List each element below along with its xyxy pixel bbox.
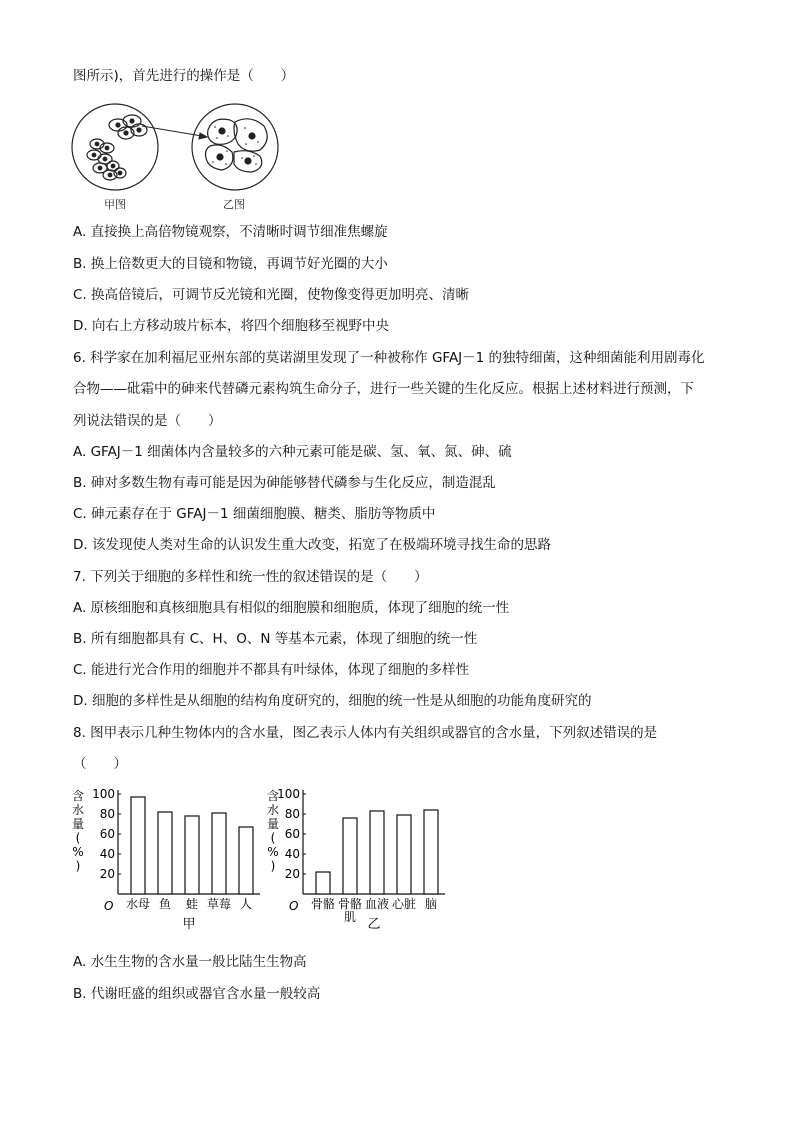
y-axis-label-char: ) — [270, 859, 276, 873]
y-tick-label: 20 — [99, 867, 115, 881]
q5-option-c: C. 换高倍镜后，可调节反光镜和光圈，使物像变得更加明亮、清晰 — [73, 287, 470, 303]
y-axis-label — [267, 789, 279, 873]
x-tick-label: 肌 — [343, 910, 357, 924]
bar — [424, 810, 438, 894]
y-axis-label-char: ( — [75, 831, 81, 845]
q8-stem-line-2: （ ） — [73, 756, 127, 772]
q6-option-a: A. GFAJ－1 细菌体内含量较多的六种元素可能是碳、氢、氧、氮、砷、硫 — [73, 444, 512, 460]
x-tick-label: 人 — [239, 897, 253, 911]
y-axis-label-char: ) — [75, 859, 81, 873]
q8-stem-line-1: 8. 图甲表示几种生物体内的含水量，图乙表示人体内有关组织或器官的含水量，下列叙述错误的是 — [73, 725, 658, 741]
bar — [343, 818, 357, 894]
x-tick-label: 骨骼 — [337, 897, 363, 911]
microscope-field-figure — [70, 100, 290, 215]
y-tick-label: 100 — [277, 787, 300, 801]
chart-yi — [255, 782, 455, 942]
q5-option-b: B. 换上倍数更大的目镜和物镜，再调节好光圈的大小 — [73, 256, 388, 272]
arrow-icon — [142, 126, 207, 139]
y-axis-label-char: 水 — [71, 803, 85, 817]
q5-option-d: D. 向右上方移动玻片标本，将四个细胞移至视野中央 — [73, 318, 389, 334]
figure-caption-right: 乙图 — [223, 198, 245, 211]
y-axis-label-char: 含 — [266, 789, 280, 803]
bar — [239, 827, 253, 894]
q8-option-b: B. 代谢旺盛的组织或器官含水量一般较高 — [73, 986, 321, 1002]
y-axis-label-char: 含 — [71, 789, 85, 803]
q6-stem-line-2: 合物——砒霜中的砷来代替磷元素构筑生命分子，进行一些关键的生化反应。根据上述材料进行预测，下 — [73, 381, 694, 397]
origin-label: O — [289, 899, 299, 913]
y-tick-label: 100 — [92, 787, 115, 801]
y-axis-label-char: % — [72, 845, 84, 859]
y-axis-label — [72, 789, 84, 873]
q6-option-d: D. 该发现使人类对生命的认识发生重大改变，拓宽了在极端环境寻找生命的思路 — [73, 537, 551, 553]
origin-label: O — [104, 899, 114, 913]
y-tick-label: 80 — [99, 807, 115, 821]
chart-title: 甲 — [182, 917, 196, 932]
bar — [185, 816, 199, 894]
q6-option-b: B. 砷对多数生物有毒可能是因为砷能够替代磷参与生化反应，制造混乱 — [73, 475, 496, 491]
field-of-view-left — [72, 104, 158, 190]
y-tick-label: 40 — [284, 847, 300, 861]
bar — [158, 812, 172, 894]
y-tick-label: 60 — [284, 827, 300, 841]
y-axis-label-char: 量 — [266, 817, 280, 831]
x-tick-label: 骨骼 — [310, 897, 336, 911]
chart-title: 乙 — [367, 917, 381, 932]
figure-caption-left: 甲图 — [104, 198, 126, 211]
y-tick-label: 80 — [284, 807, 300, 821]
x-tick-label: 心脏 — [391, 897, 417, 911]
q7-option-d: D. 细胞的多样性是从细胞的结构角度研究的，细胞的统一性是从细胞的功能角度研究的 — [73, 693, 592, 709]
q7-stem: 7. 下列关于细胞的多样性和统一性的叙述错误的是（ ） — [73, 569, 428, 585]
x-tick-label: 鱼 — [158, 897, 172, 911]
bar — [131, 797, 145, 894]
field-of-view-right — [192, 104, 278, 190]
bar — [397, 815, 411, 894]
q7-option-b: B. 所有细胞都具有 C、H、O、N 等基本元素，体现了细胞的统一性 — [73, 631, 478, 647]
bar — [370, 811, 384, 894]
y-axis-label-char: 量 — [71, 817, 85, 831]
chart-jia — [60, 782, 275, 942]
q6-option-c: C. 砷元素存在于 GFAJ－1 细菌细胞膜、糖类、脂肪等物质中 — [73, 506, 436, 522]
y-axis-label-char: 水 — [266, 803, 280, 817]
y-tick-label: 60 — [99, 827, 115, 841]
x-tick-label: 水母 — [125, 897, 151, 911]
x-tick-label: 蛙 — [185, 897, 199, 911]
y-tick-label: 40 — [99, 847, 115, 861]
y-tick-label: 20 — [284, 867, 300, 881]
bar — [316, 872, 330, 894]
q6-stem-line-3: 列说法错误的是（ ） — [73, 413, 222, 429]
q8-option-a: A. 水生生物的含水量一般比陆生生物高 — [73, 954, 307, 970]
bar — [212, 813, 226, 894]
y-axis-label-char: % — [267, 845, 279, 859]
y-axis-label-char: ( — [270, 831, 276, 845]
x-tick-label: 脑 — [424, 897, 438, 911]
q5-option-a: A. 直接换上高倍物镜观察，不清晰时调节细准焦螺旋 — [73, 224, 388, 240]
q7-option-a: A. 原核细胞和真核细胞具有相似的细胞膜和细胞质，体现了细胞的统一性 — [73, 600, 510, 616]
x-tick-label: 血液 — [364, 897, 390, 911]
q6-stem-line-1: 6. 科学家在加利福尼亚州东部的莫诺湖里发现了一种被称作 GFAJ－1 的独特细菌，这种细菌能利用剧毒化 — [73, 350, 705, 366]
q7-option-c: C. 能进行光合作用的细胞并不都具有叶绿体，体现了细胞的多样性 — [73, 662, 470, 678]
question-stem-continuation: 图所示)，首先进行的操作是（ ） — [73, 68, 295, 84]
x-tick-label: 草莓 — [206, 897, 232, 911]
